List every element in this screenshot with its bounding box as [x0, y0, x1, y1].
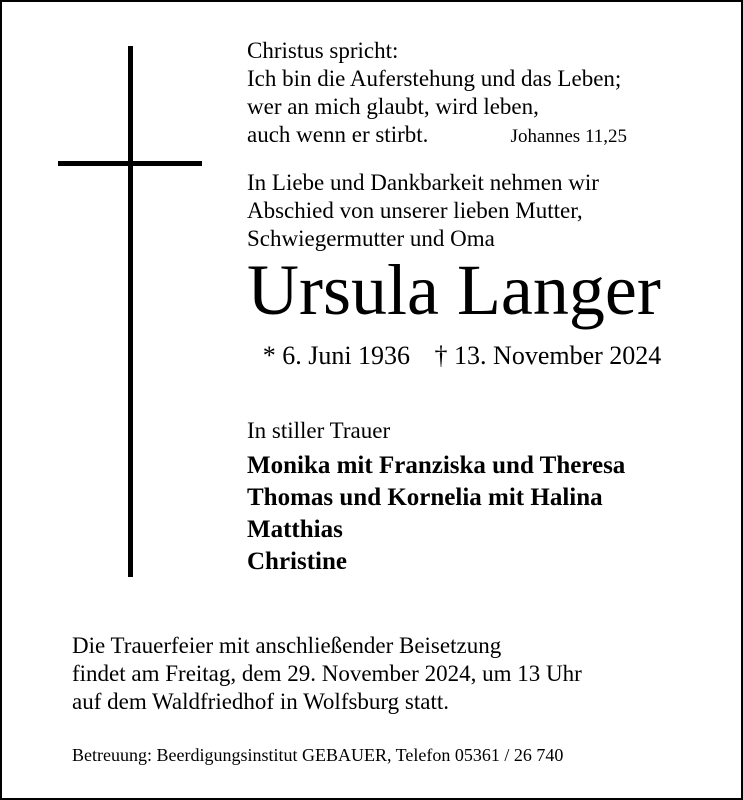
- mourner-name: Christine: [247, 548, 347, 575]
- death-date: † 13. November 2024: [434, 341, 662, 370]
- announcement-line: In Liebe und Dankbarkeit nehmen wir: [247, 170, 599, 195]
- birth-date: * 6. Juni 1936: [262, 341, 411, 370]
- scripture-line: wer an mich glaubt, wird leben,: [247, 94, 539, 119]
- announcement-line: Schwiegermutter und Oma: [247, 226, 495, 251]
- funeral-notice-line: Die Trauerfeier mit anschließender Beisetzung: [72, 633, 502, 658]
- cross-vertical-bar: [128, 46, 133, 577]
- life-dates: [247, 340, 677, 372]
- funeral-notice-line: auf dem Waldfriedhof in Wolfsburg statt.: [72, 689, 450, 714]
- scripture-intro: Christus spricht:: [247, 38, 399, 63]
- deceased-name: Ursula Langer: [247, 250, 661, 330]
- scripture-quote: [247, 37, 627, 151]
- care-provider-note: Betreuung: Beerdigungsinstitut GEBAUER, Telefon 05361 / 26 740: [72, 745, 564, 765]
- cross-horizontal-bar: [58, 161, 202, 166]
- mourner-name: Matthias: [247, 516, 343, 543]
- funeral-notice-line: findet am Freitag, dem 29. November 2024, um 13 Uhr: [72, 661, 582, 686]
- scripture-line: auch wenn er stirbt.: [247, 122, 429, 147]
- scripture-line: Ich bin die Auferstehung und das Leben;: [247, 66, 622, 91]
- mourners-list: [247, 450, 625, 578]
- mourner-name: Thomas und Kornelia mit Halina: [247, 484, 603, 511]
- announcement-line: Abschied von unserer lieben Mutter,: [247, 198, 583, 223]
- mourner-name: Monika mit Franziska und Theresa: [247, 452, 626, 479]
- mourning-label: In stiller Trauer: [247, 418, 391, 443]
- announcement-text: [247, 169, 599, 253]
- funeral-notice: [72, 632, 582, 716]
- scripture-reference: Johannes 11,25: [510, 126, 627, 147]
